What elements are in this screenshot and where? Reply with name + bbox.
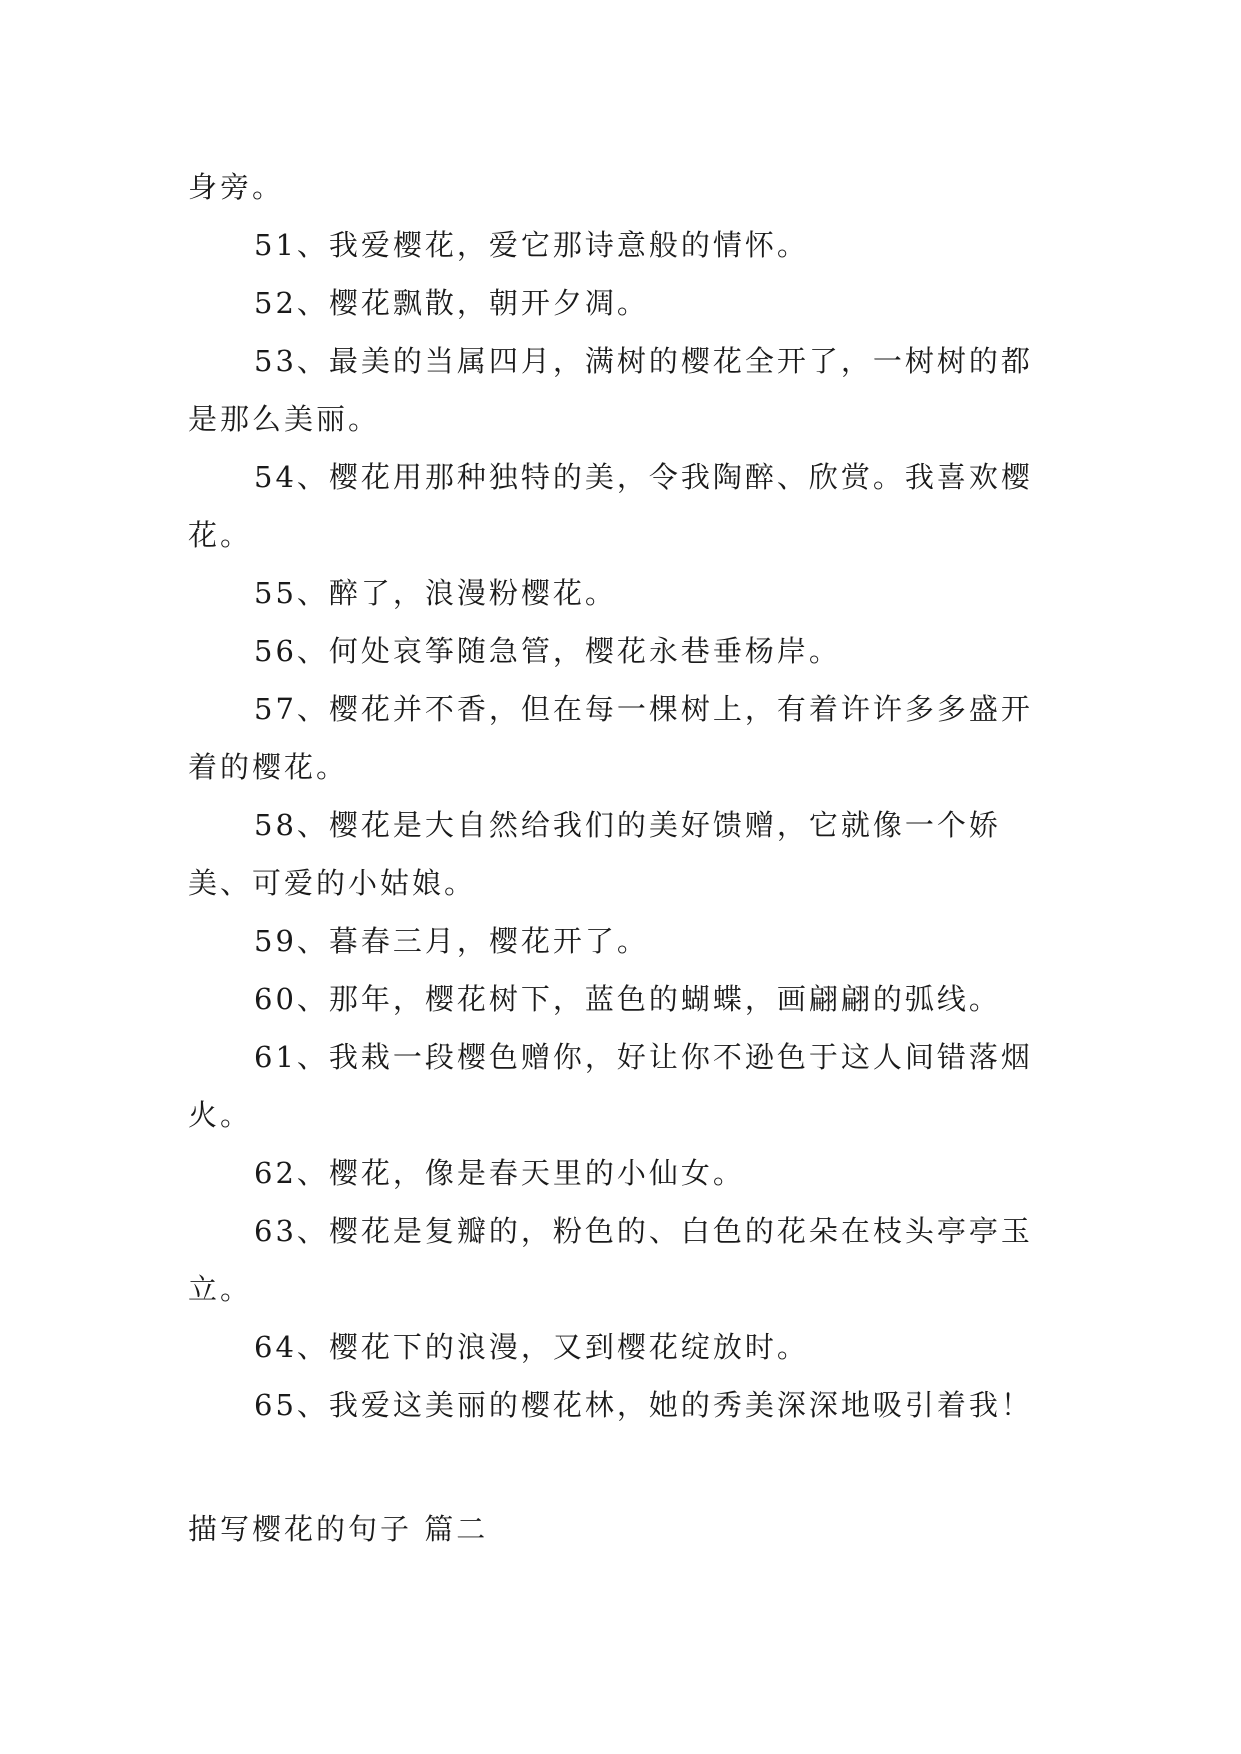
continuation-text: 身旁。	[188, 170, 285, 204]
sentence-52: 52、樱花飘散，朝开夕凋。	[254, 286, 649, 320]
sentence-54: 54、樱花用那种独特的美，令我陶醉、欣赏。我喜欢樱花。	[188, 460, 1033, 552]
sentence-57: 57、樱花并不香，但在每一棵树上，有着许许多多盛开着的樱花。	[188, 692, 1033, 784]
sentence-55: 55、醉了，浪漫粉樱花。	[254, 576, 617, 610]
sentence-58: 58、樱花是大自然给我们的美好馈赠，它就像一个娇美、可爱的小姑娘。	[188, 808, 1001, 900]
sentence-65: 65、我爱这美丽的樱花林，她的秀美深深地吸引着我！	[254, 1388, 1033, 1422]
sentence-64: 64、樱花下的浪漫，又到樱花绽放时。	[254, 1330, 809, 1364]
sentence-63: 63、樱花是复瓣的，粉色的、白色的花朵在枝头亭亭玉立。	[188, 1214, 1033, 1306]
sentence-59: 59、暮春三月，樱花开了。	[254, 924, 649, 958]
sentence-62: 62、樱花，像是春天里的小仙女。	[254, 1156, 745, 1190]
section-heading: 描写樱花的句子 篇二	[188, 1512, 489, 1546]
sentence-56: 56、何处哀筝随急管，樱花永巷垂杨岸。	[254, 634, 841, 668]
sentence-51: 51、我爱樱花，爱它那诗意般的情怀。	[254, 228, 809, 262]
sentence-61: 61、我栽一段樱色赠你，好让你不逊色于这人间错落烟火。	[188, 1040, 1033, 1132]
sentence-60: 60、那年，樱花树下，蓝色的蝴蝶，画翩翩的弧线。	[254, 982, 1001, 1016]
sentence-53: 53、最美的当属四月，满树的樱花全开了，一树树的都是那么美丽。	[188, 344, 1033, 436]
document-body	[188, 158, 1058, 1558]
